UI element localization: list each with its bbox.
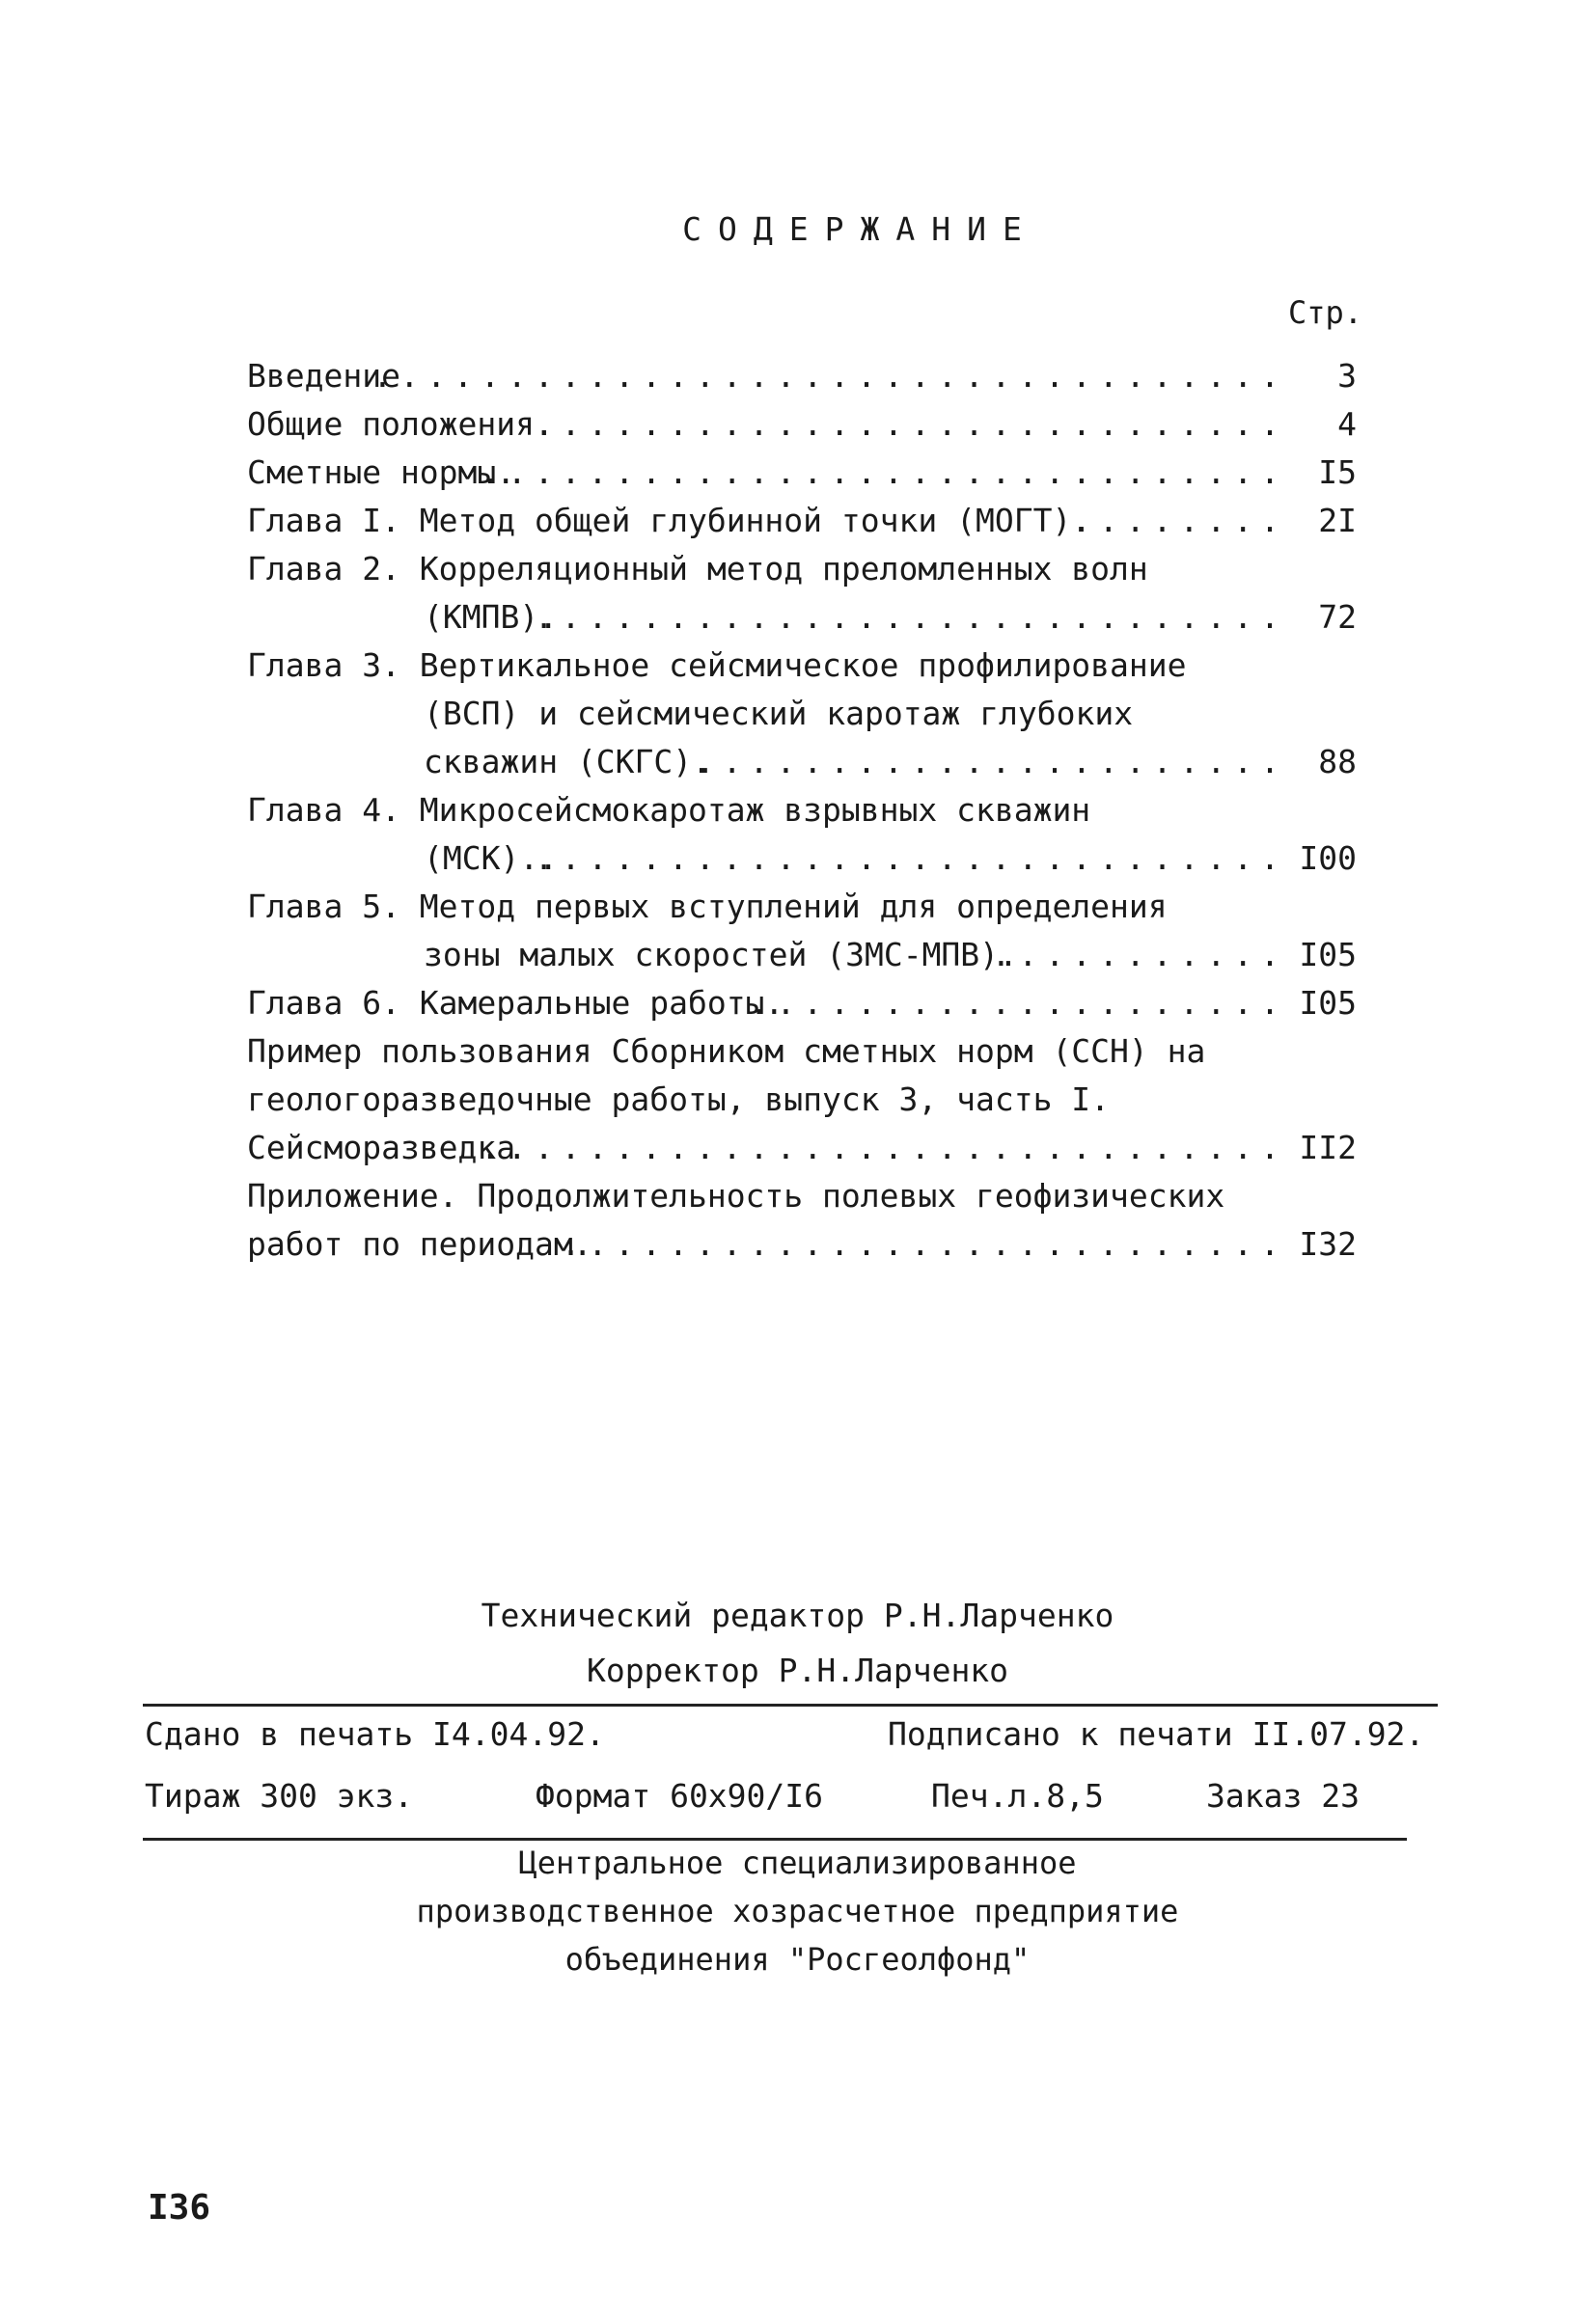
publisher-line-1: Центральное специализированное (518, 1845, 1077, 1881)
printed-sheets: Печ.л.8,5 (931, 1777, 1104, 1815)
toc-entry-line (247, 936, 1357, 984)
order-number: Заказ 23 (1206, 1777, 1360, 1815)
toc-entry-line (247, 550, 1357, 598)
toc-page-number: 88 (1318, 743, 1357, 780)
toc-entry-line (247, 598, 1357, 646)
toc-leader-dots: ............................ (534, 839, 1287, 877)
page-title: СОДЕРЖАНИЕ (682, 210, 1038, 248)
toc-entry-text: (ВСП) и сейсмический каротаж глубоких (424, 695, 1134, 732)
toc-entry-line (247, 984, 1357, 1032)
toc-page-number: I05 (1299, 936, 1357, 973)
toc-page-number: 3 (1337, 357, 1357, 395)
toc-entry-text: Приложение. Продолжительность полевых геофизических (247, 1177, 1225, 1215)
toc-entry-text: Общие положения. (247, 405, 554, 443)
toc-entry-line (247, 646, 1357, 695)
toc-entry-line (247, 453, 1357, 502)
toc-entry-line (247, 743, 1357, 791)
toc-entry-line (247, 791, 1357, 839)
toc-entry-text: скважин (СКГС). (424, 743, 712, 780)
toc-leader-dots: ............................ (534, 405, 1287, 443)
toc-entry-line (247, 1080, 1357, 1129)
toc-page-number: I5 (1318, 453, 1357, 491)
format: Формат 60х90/I6 (536, 1777, 824, 1815)
toc-page-number: II2 (1299, 1129, 1357, 1166)
tech-editor: Технический редактор Р.Н.Ларченко (481, 1597, 1114, 1634)
toc-entry-text: Глава 5. Метод первых вступлений для определения (247, 888, 1168, 925)
toc-entry-text: работ по периодам. (247, 1225, 592, 1263)
corrector: Корректор Р.Н.Ларченко (586, 1652, 1009, 1689)
toc-entry-line (247, 357, 1357, 405)
toc-page-number: I32 (1299, 1225, 1357, 1263)
toc-entry-line (247, 405, 1357, 453)
toc-page-number: I05 (1299, 984, 1357, 1022)
toc-entry-line (247, 695, 1357, 743)
toc-leader-dots: ............................ (534, 598, 1287, 636)
toc-entry-text: Глава 3. Вертикальное сейсмическое профилирование (247, 646, 1187, 684)
toc-entry-text: геологоразведочные работы, выпуск 3, часть I. (247, 1080, 1111, 1118)
toc-page-number: 72 (1318, 598, 1357, 636)
toc-entry-line (247, 502, 1357, 550)
toc-entry-line (247, 1032, 1357, 1080)
toc-entry-text: Сейсморазведка (247, 1129, 516, 1166)
toc-entry-text: (МСК).. (424, 839, 559, 877)
toc-leader-dots: ...................... (695, 743, 1287, 780)
toc-entry-line (247, 1225, 1357, 1273)
publisher-line-3: объединения "Росгеолфонд" (564, 1941, 1031, 1978)
toc-entry-text: Сметные нормы. (247, 453, 516, 491)
page-number: I36 (148, 2188, 211, 2228)
publisher-line-2: производственное хозрасчетное предприятие (416, 1893, 1179, 1929)
toc-leader-dots: ........................... (561, 1225, 1287, 1263)
signed-to-print: Подписано к печати II.07.92. (888, 1715, 1425, 1753)
toc-leader-dots: ........... (991, 936, 1287, 973)
divider-top (143, 1704, 1438, 1707)
toc-leader-dots: ........ (1072, 502, 1287, 539)
circulation: Тираж 300 экз. (145, 1777, 414, 1815)
toc-entry-line (247, 839, 1357, 888)
divider-bottom (143, 1838, 1407, 1841)
toc-entry-line (247, 1129, 1357, 1177)
toc-entry-text: Введение (247, 357, 400, 395)
toc-entry-text: зоны малых скоростей (ЗМС-МПВ). (424, 936, 1018, 973)
toc-leader-dots: .................... (749, 984, 1287, 1022)
toc-page-number: 2I (1318, 502, 1357, 539)
toc-entry-text: Глава I. Метод общей глубинной точки (МОГТ). (247, 502, 1091, 539)
toc-entry-text: Глава 2. Корреляционный метод преломленных волн (247, 550, 1148, 588)
toc-entry-text: (КМПВ). (424, 598, 559, 636)
toc-entry-line (247, 1177, 1357, 1225)
toc-leader-dots: .............................. (480, 453, 1287, 491)
page-column-label: Стр. (1288, 294, 1363, 331)
toc-leader-dots: .............................. (480, 1129, 1287, 1166)
sent-to-print: Сдано в печать I4.04.92. (145, 1715, 605, 1753)
toc-leader-dots: .................................. (372, 357, 1287, 395)
toc-entry-line (247, 888, 1357, 936)
toc-page-number: 4 (1337, 405, 1357, 443)
toc-entry-text: Пример пользования Сборником сметных норм (ССН) на (247, 1032, 1206, 1070)
toc-page-number: I00 (1299, 839, 1357, 877)
toc-entry-text: Глава 6. Камеральные работы. (247, 984, 784, 1022)
toc-entry-text: Глава 4. Микросейсмокаротаж взрывных скважин (247, 791, 1091, 829)
